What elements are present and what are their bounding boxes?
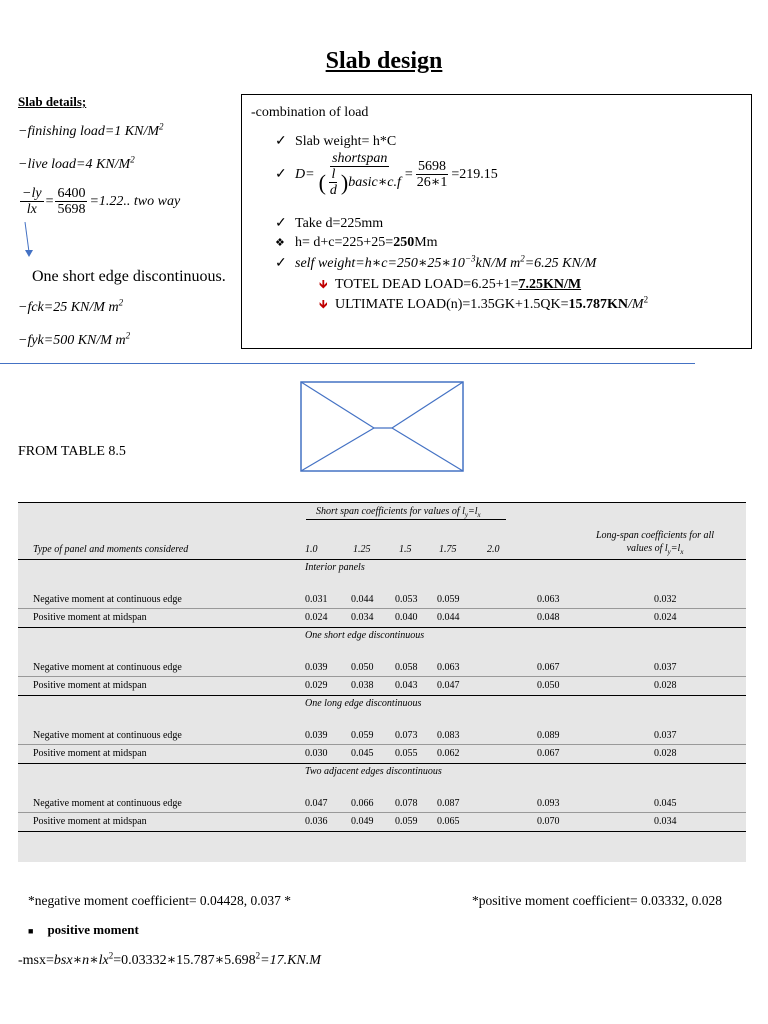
row-rule	[18, 608, 746, 609]
table-cell: 0.031	[305, 594, 328, 605]
table-cell: 0.048	[537, 612, 560, 623]
edge-note: One short edge discontinuous.	[32, 268, 226, 285]
table-cell: 0.047	[305, 798, 328, 809]
check-icon: ✓	[275, 167, 287, 182]
table-cell: 0.036	[305, 816, 328, 827]
row-label: Negative moment at continuous edge	[33, 594, 182, 605]
table-cell: 0.059	[437, 594, 460, 605]
coefficient-table	[18, 502, 746, 862]
table-cell: 0.070	[537, 816, 560, 827]
table-cell: 0.032	[654, 594, 677, 605]
table-cell: 0.047	[437, 680, 460, 691]
finishing-load: −finishing load=1 $KN/M^2$	[18, 121, 164, 139]
table-cell: 0.063	[437, 662, 460, 673]
table-cell: 0.093	[537, 798, 560, 809]
ratio-4: 1.75	[439, 544, 457, 555]
table-cell: 0.055	[395, 748, 418, 759]
positive-moment-heading: ■ positive moment	[28, 922, 139, 937]
table-cell: 0.089	[537, 730, 560, 741]
row-label: Positive moment at midspan	[33, 612, 147, 623]
table-cell: 0.087	[437, 798, 460, 809]
row-rule	[18, 744, 746, 745]
diamond-bullet-icon: ❖	[275, 237, 285, 249]
square-bullet-icon: ■	[28, 926, 34, 936]
table-cell: 0.044	[437, 612, 460, 623]
table-cell: 0.063	[537, 594, 560, 605]
column-header: Type of panel and moments considered	[33, 544, 189, 555]
table-cell: 0.039	[305, 730, 328, 741]
table-cell: 0.037	[654, 730, 677, 741]
table-cell: 0.067	[537, 662, 560, 673]
slab-details-heading: Slab details;	[18, 94, 87, 109]
table-cell: 0.045	[654, 798, 677, 809]
ly-lx-ratio: $\frac{-ly}{lx}$ = $\frac{6400}{5698}$ =1.22.. two way	[22, 186, 181, 217]
table-cell: 0.065	[437, 816, 460, 827]
check-icon: ✓	[275, 256, 287, 271]
long-span-header: Long-span coefficients for all values of $l_y=l_x$	[595, 530, 715, 556]
table-cell: 0.058	[395, 662, 418, 673]
table-cell: 0.053	[395, 594, 418, 605]
arrow-bullet-icon: 🡻	[319, 277, 328, 291]
section-rule	[18, 695, 746, 696]
table-cell: 0.073	[395, 730, 418, 741]
table-cell: 0.059	[395, 816, 418, 827]
table-cell: 0.045	[351, 748, 374, 759]
section-name: One long edge discontinuous	[305, 698, 422, 709]
live-load: −live load=4 $KN/M^2$	[18, 154, 135, 172]
fck: −fck=25 KN/M $m^2$	[18, 297, 124, 315]
table-cell: 0.067	[537, 748, 560, 759]
row-label: Positive moment at midspan	[33, 816, 147, 827]
table-cell: 0.028	[654, 680, 677, 691]
row-label: Negative moment at continuous edge	[33, 730, 182, 741]
ratio-5: 2.0	[487, 544, 500, 555]
divider	[0, 363, 695, 364]
table-cell: 0.050	[351, 662, 374, 673]
table-cell: 0.037	[654, 662, 677, 673]
fyk: −fyk=500 KN/M $m^2$	[18, 330, 131, 348]
slab-weight-line: ✓ Slab weight= h*C	[275, 134, 397, 149]
ultimate-load-line: 🡻 ULTIMATE $LOAD(n)=1.35GK+1.5QK=15.787KN/M^2$	[319, 295, 648, 316]
slab-panel-diagram	[300, 381, 464, 472]
table-cell: 0.034	[351, 612, 374, 623]
combination-box	[241, 94, 752, 349]
section-name: One short edge discontinuous	[305, 630, 425, 641]
row-label: Positive moment at midspan	[33, 680, 147, 691]
section-rule	[18, 831, 746, 832]
take-d-line: ✓ Take d=225mm	[275, 216, 384, 231]
negative-coefficient: *negative moment coefficient= 0.04428, 0.037 *	[28, 893, 292, 908]
table-cell: 0.024	[305, 612, 328, 623]
table-cell: 0.078	[395, 798, 418, 809]
table-cell: 0.044	[351, 594, 374, 605]
h-line: ❖ h= d+c=225+25=250Mm	[275, 235, 438, 250]
row-rule	[18, 812, 746, 813]
table-cell: 0.050	[537, 680, 560, 691]
self-weight-line: ✓ self $weight=h∗c=250∗25∗10^{-3}kN/M$ $m^2=6.25$ KN/M	[275, 253, 597, 271]
table-cell: 0.062	[437, 748, 460, 759]
ratio-1: 1.0	[305, 544, 318, 555]
table-cell: 0.083	[437, 730, 460, 741]
table-header-rule	[18, 559, 746, 560]
from-table-label: FROM TABLE 8.5	[18, 444, 126, 459]
row-rule	[18, 676, 746, 677]
check-icon: ✓	[275, 134, 287, 149]
section-name: Two adjacent edges discontinuous	[305, 766, 442, 777]
row-label: Positive moment at midspan	[33, 748, 147, 759]
check-icon: ✓	[275, 216, 287, 231]
table-cell: 0.043	[395, 680, 418, 691]
section-rule	[18, 627, 746, 628]
section-rule	[18, 763, 746, 764]
ratio-3: 1.5	[399, 544, 412, 555]
combination-heading: -combination of load	[251, 105, 369, 120]
table-cell: 0.034	[654, 816, 677, 827]
d-formula-line: ✓ D= shortspan ( $\frac{l}{d}$ ) basic∗c.f = $\frac{5698}{26∗1}$ =219.15	[275, 151, 498, 198]
msx-formula: $-msx=bsx∗n∗lx^2=0.03332∗15.787∗5.698^2=17.KN.M$	[18, 950, 321, 968]
section-name: Interior panels	[305, 562, 365, 573]
positive-coefficient: *positive moment coefficient= 0.03332, 0.028	[472, 893, 722, 908]
row-label: Negative moment at continuous edge	[33, 662, 182, 673]
table-cell: 0.028	[654, 748, 677, 759]
table-cell: 0.030	[305, 748, 328, 759]
short-span-header: Short span coefficients for values of $l_y=l_x$	[316, 506, 481, 519]
arrow-bullet-icon: 🡻	[319, 297, 328, 311]
table-cell: 0.059	[351, 730, 374, 741]
dead-load-line: 🡻 TOTEL DEAD LOAD=6.25+1=7.25KN/M	[319, 275, 581, 296]
table-cell: 0.024	[654, 612, 677, 623]
row-label: Negative moment at continuous edge	[33, 798, 182, 809]
table-cell: 0.049	[351, 816, 374, 827]
ratio-2: 1.25	[353, 544, 371, 555]
page-title: Slab design	[325, 48, 443, 74]
down-arrow-icon	[22, 222, 36, 258]
table-cell: 0.039	[305, 662, 328, 673]
table-cell: 0.066	[351, 798, 374, 809]
table-cell: 0.038	[351, 680, 374, 691]
table-cell: 0.040	[395, 612, 418, 623]
table-cell: 0.029	[305, 680, 328, 691]
table-top-rule	[18, 502, 746, 503]
